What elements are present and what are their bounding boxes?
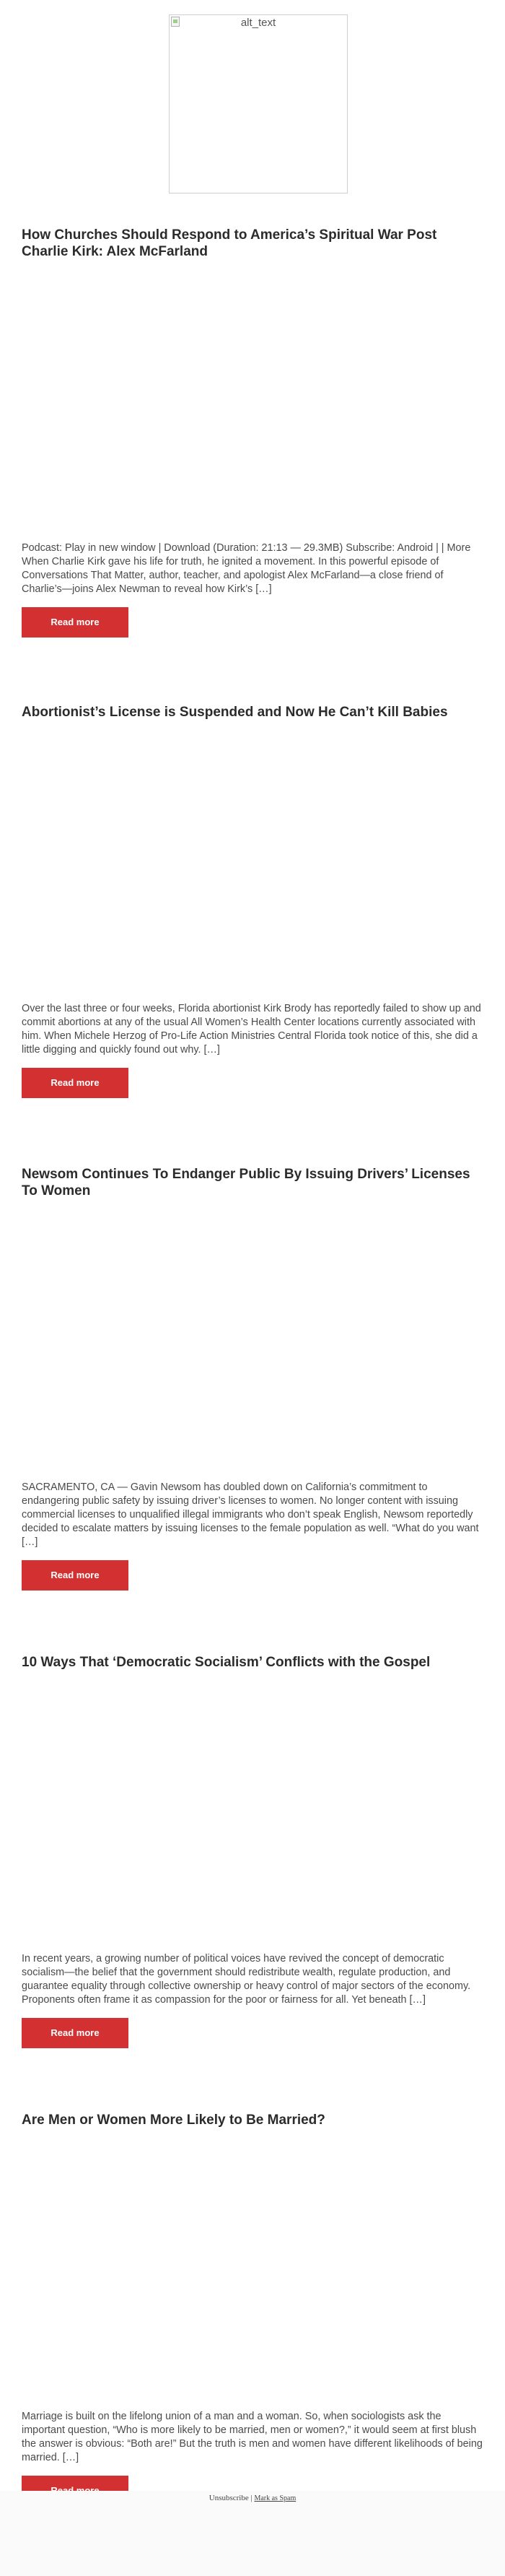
article-2 [22,704,483,1098]
article-excerpt: In recent years, a growing number of political voices have revived the concept of democratic socialism—the belief that the government should redistribute wealth, regulate production, and guarantee equality through collective ownership or heavy control of major sectors of the economy. Proponents often frame it as compassion for the poor or fairness for all. Yet beneath […] [22,1953,471,2006]
article-title[interactable]: Are Men or Women More Likely to Be Married? [22,2112,325,2128]
article-excerpt: SACRAMENTO, CA — Gavin Newsom has doubled down on California’s commitment to endangering public safety by issuing driver’s licenses to women. No longer content with issuing commercial licenses to unqualified illegal immigrants who don’t speak English, Newsom reportedly decided to escalate matters by issuing licenses to the female population as well. “What do you want […] [22,1481,479,1548]
mark-as-spam-link[interactable]: Mark as Spam [254,2494,297,2502]
article-title[interactable]: Newsom Continues To Endanger Public By Issuing Drivers’ Licenses To Women [22,1167,470,1198]
article-title[interactable]: Abortionist’s License is Suspended and Now He Can’t Kill Babies [22,705,448,720]
article-5 [22,2112,483,2506]
article-excerpt: Marriage is built on the lifelong union of a man and a woman. So, when sociologists ask the important question, “Who is more likely to be married, men or women?,” it would seem at first blush the answer is obvious: “Both are!” But the truth is men and women have different likelihoods of being married. […] [22,2411,483,2463]
article-title[interactable]: 10 Ways That ‘Democratic Socialism’ Conflicts with the Gospel [22,1655,431,1670]
footer-links [0,2494,505,2502]
article-media-placeholder [22,2128,483,2410]
footer [0,2491,505,2576]
article-excerpt: Podcast: Play in new window | Download (Duration: 21:13 — 29.3MB) Subscribe: Android | | More When Charlie Kirk gave his life for truth, he ignited a movement. In this powerful episode of Conversations That Matter, author, teacher, and apologist Alex McFarland—a close friend of Charlie’s—joins Alex Newman to reveal how Kirk’s […] [22,542,471,595]
article-media-placeholder [22,1199,483,1481]
article-title[interactable]: How Churches Should Respond to America’s Spiritual War Post Charlie Kirk: Alex McFarland [22,227,437,259]
article-excerpt: Over the last three or four weeks, Florida abortionist Kirk Brody has reportedly failed to show up and commit abortions at any of the usual All Women’s Health Center locations currently associated with him. When Michele Herzog of Pro-Life Action Ministries Central Florida took notice of this, she did a little digging and quickly found out why. […] [22,1003,481,1056]
logo-alt-text: alt_text [240,17,276,29]
article-media-placeholder [22,721,483,1002]
article-1 [22,227,483,638]
read-more-button[interactable]: Read more [22,607,128,638]
article-media-placeholder [22,260,483,541]
read-more-button[interactable]: Read more [22,2018,128,2048]
article-3 [22,1166,483,1591]
article-media-placeholder [22,1671,483,1952]
unsubscribe-link[interactable]: Unsubscribe [208,2494,249,2502]
read-more-button[interactable]: Read more [22,1068,128,1098]
footer-separator: | [250,2494,252,2502]
article-4 [22,1654,483,2048]
header-logo-image [169,14,348,193]
read-more-button[interactable]: Read more [22,1560,128,1591]
